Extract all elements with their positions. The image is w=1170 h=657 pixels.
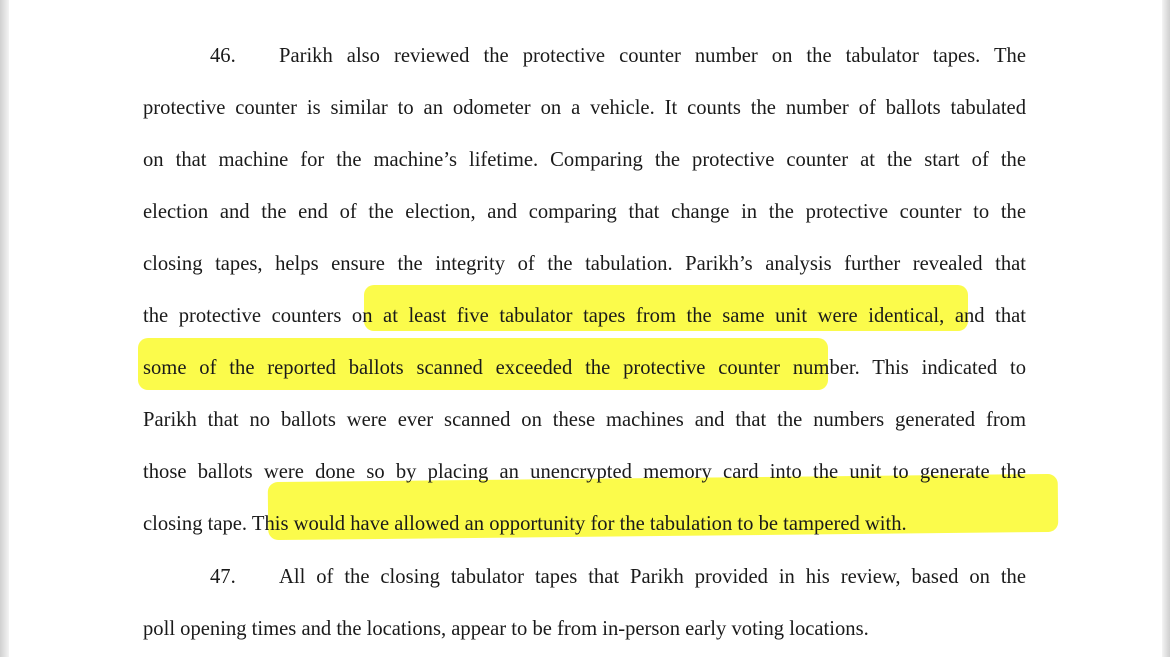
page-edge-right [1162, 0, 1170, 657]
page-edge-left [0, 0, 9, 657]
text-line: protective counter is similar to an odometer on a vehicle. It counts the number of ballots tabulated [143, 97, 1026, 119]
text-line: election and the end of the election, and comparing that change in the protective counter to the [143, 201, 1026, 223]
text-line: Parikh that no ballots were ever scanned on these machines and that the numbers generated from [143, 409, 1026, 431]
paragraph-number: 46. [210, 45, 236, 67]
text-line: the protective counters on at least five tabulator tapes from the same unit were identical, and that [143, 305, 1026, 327]
paragraph-number: 47. [210, 566, 236, 588]
text-line: those ballots were done so by placing an unencrypted memory card into the unit to generate the [143, 461, 1026, 483]
text-line: Parikh also reviewed the protective counter number on the tabulator tapes. The [279, 45, 1026, 67]
text-line: closing tapes, helps ensure the integrity of the tabulation. Parikh’s analysis further revealed that [143, 253, 1026, 275]
text-line: poll opening times and the locations, appear to be from in-person early voting locations. [143, 618, 869, 640]
text-line: on that machine for the machine’s lifetime. Comparing the protective counter at the start of the [143, 149, 1026, 171]
text-line: some of the reported ballots scanned exceeded the protective counter number. This indicated to [143, 357, 1026, 379]
text-line: All of the closing tabulator tapes that Parikh provided in his review, based on the [279, 566, 1026, 588]
text-line: closing tape. This would have allowed an opportunity for the tabulation to be tampered with. [143, 513, 907, 535]
